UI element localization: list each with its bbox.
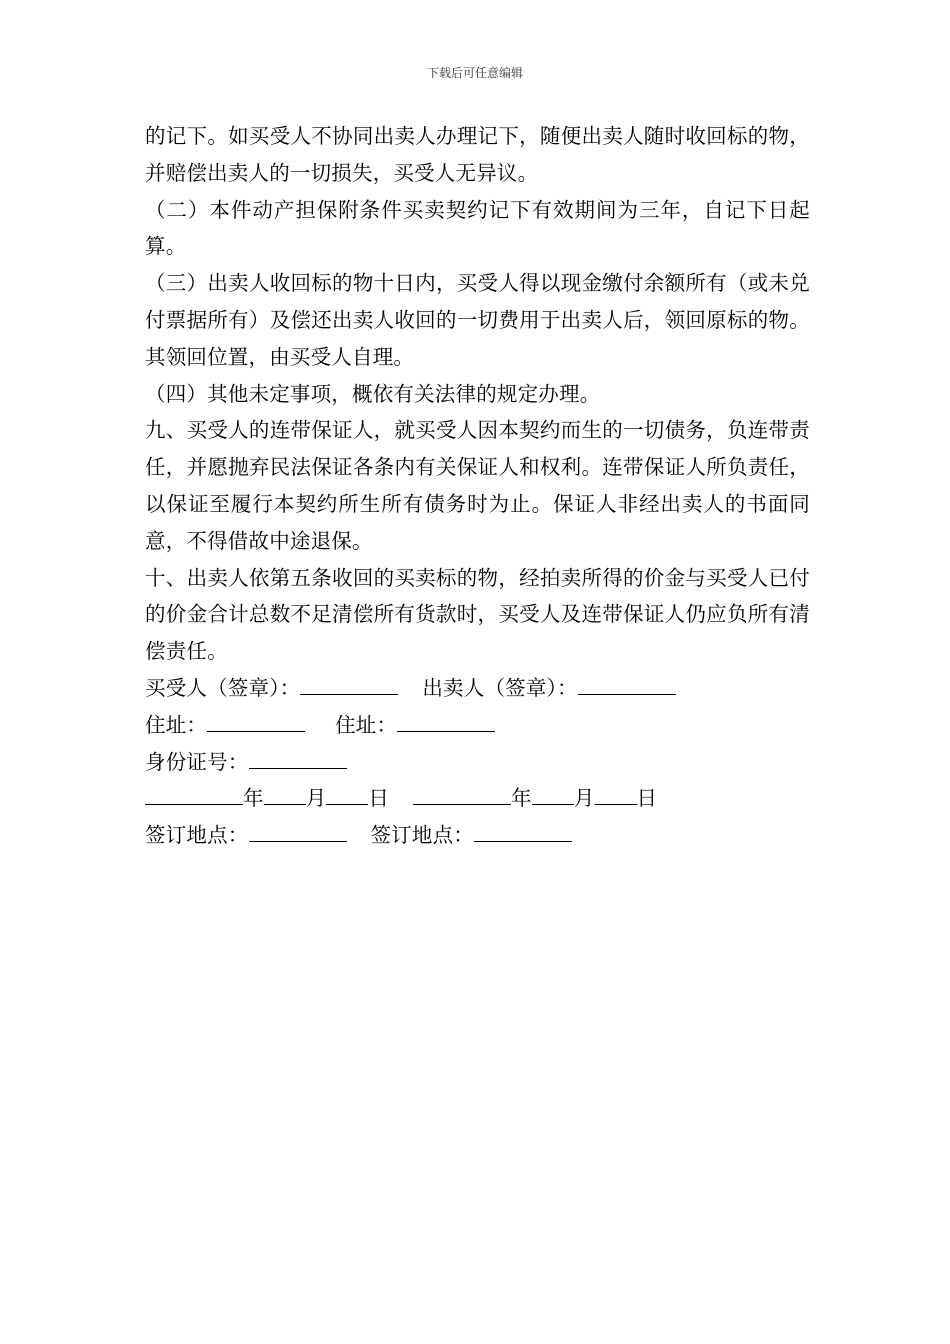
seller-address-label: 住址： (335, 712, 398, 737)
buyer-address-blank[interactable] (207, 709, 305, 732)
id-number-blank[interactable] (249, 746, 347, 769)
buyer-place-label: 签订地点： (145, 823, 249, 848)
seller-place-label: 签订地点： (370, 823, 474, 848)
seller-day-blank[interactable] (595, 782, 637, 805)
year-label: 年 (243, 786, 264, 811)
paragraph-clause-4: （四）其他未定事项，概依有关法律的规定办理。 (145, 381, 601, 406)
buyer-day-blank[interactable] (326, 782, 368, 805)
page-header: 下载后可任意编辑 (426, 66, 523, 80)
seller-address-blank[interactable] (397, 709, 495, 732)
date-row (145, 780, 810, 817)
seller-month-blank[interactable] (532, 782, 574, 805)
paragraph-clause-3: （三）出卖人收回标的物十日内，买受人得以现金缴付余额所有（或未兑付票据所有）及偿还出卖人收回的一切费用于出卖人后，领回原标的物。其领回位置，由买受人自理。 (145, 271, 810, 369)
seller-signature-label: 出卖人（签章）： (422, 675, 578, 700)
buyer-signature-label: 买受人（签章）： (145, 675, 301, 700)
document-body (145, 118, 810, 854)
year-label: 年 (511, 786, 532, 811)
seller-year-blank[interactable] (413, 782, 511, 805)
paragraph-clause-2: （二）本件动产担保附条件买卖契约记下有效期间为三年，自记下日起算。 (145, 197, 810, 259)
buyer-month-blank[interactable] (264, 782, 306, 805)
month-label: 月 (305, 786, 327, 811)
seller-signature-blank[interactable] (578, 672, 676, 695)
seller-place-blank[interactable] (474, 819, 572, 842)
paragraph-article-9: 九、买受人的连带保证人，就买受人因本契约而生的一切债务，负连带责任，并愿抛弃民法保证各条内有关保证人和权利。连带保证人所负责任，以保证至履行本契约所生所有债务时为止。保证人非经出卖人的书面同意，不得借故中途退保。 (145, 418, 810, 553)
place-row (145, 817, 810, 854)
id-row (145, 744, 810, 781)
buyer-signature-blank[interactable] (300, 672, 398, 695)
signature-row (145, 670, 810, 707)
buyer-address-label: 住址： (145, 712, 208, 737)
address-row (145, 707, 810, 744)
id-number-label: 身份证号： (145, 749, 249, 774)
paragraph-article-10: 十、出卖人依第五条收回的买卖标的物，经拍卖所得的价金与买受人已付的价金合计总数不足清偿所有货款时，买受人及连带保证人仍应负所有清偿责任。 (145, 565, 810, 664)
day-label: 日 (368, 786, 390, 811)
buyer-place-blank[interactable] (249, 819, 347, 842)
paragraph-recording-clause: 的记下。如买受人不协同出卖人办理记下，随便出卖人随时收回标的物，并赔偿出卖人的一切损失，买受人无异议。 (145, 124, 810, 185)
month-label: 月 (573, 786, 595, 811)
buyer-year-blank[interactable] (145, 782, 243, 805)
day-label: 日 (636, 786, 658, 811)
